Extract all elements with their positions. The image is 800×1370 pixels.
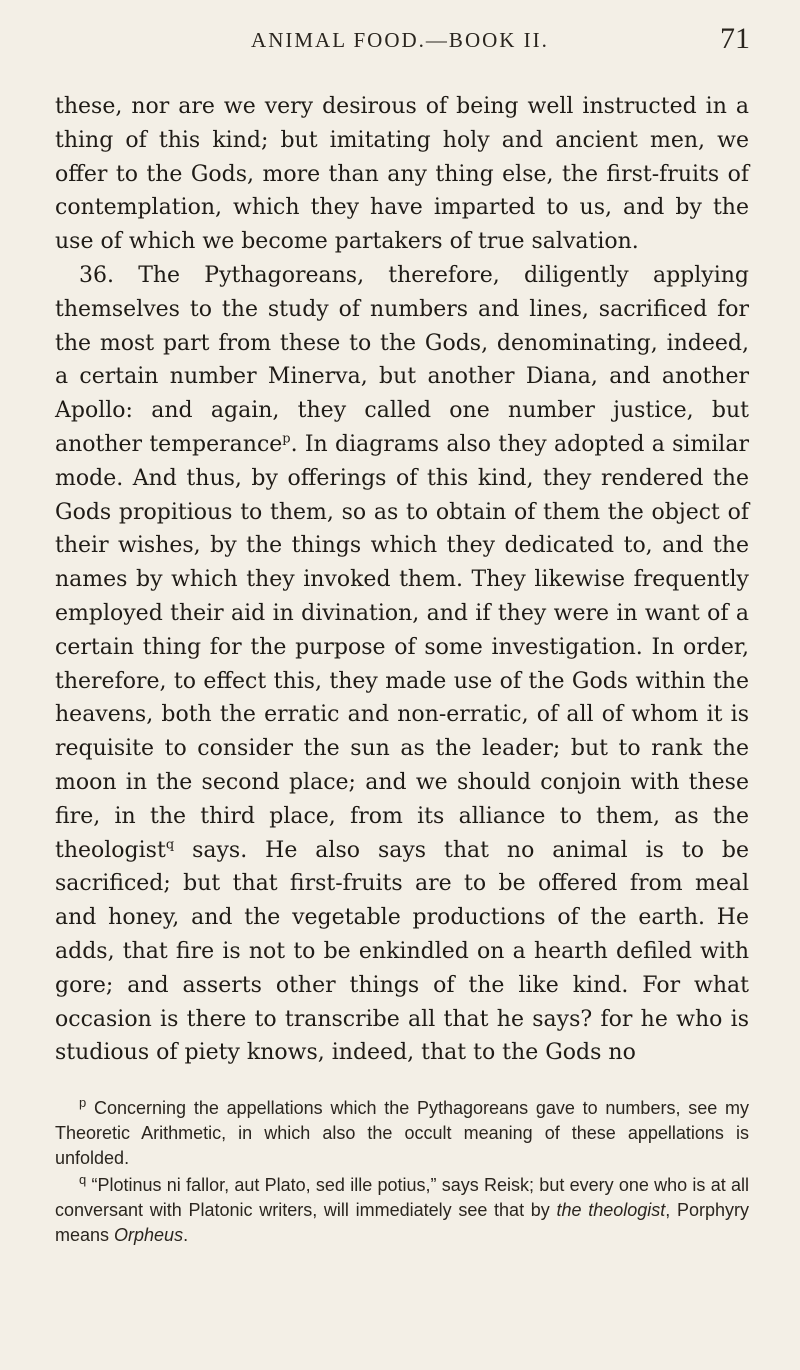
footnote-ref-q: q: [165, 837, 175, 853]
footnotes: [55, 1096, 749, 1250]
paragraph-36-part-2: . In diagrams also they adopted a similar mode. And thus, by offerings of this kind, they rendered the Gods propitious to them, so as to obtain of them the object of their wishes, by the things which they dedicated to, and the names by which they invoked them. They likewise frequently employed their aid in divination, and if they were in want of a certain thing for the purpose of some investigation. In order, therefore, to effect this, they made use of the Gods within the heavens, both the erratic and non-erratic, of all of whom it is requisite to consider the sun as the leader; but to rank the moon in the second place; and we should conjoin with these fire, in the third place, from its alliance to them, as the theologist: [55, 431, 749, 863]
paragraph-36-part-3: says. He also says that no animal is to be sacrificed; but that first-fruits are to be offered from meal and honey, and the vegetable productions of the earth. He adds, that fire is not to be enkindled on a hearth defiled with gore; and asserts other things of the like kind. For what occasion is there to transcribe all that he says? for he who is studious of piety knows, indeed, that to the Gods no: [55, 837, 749, 1066]
paragraph-36: [55, 259, 749, 1070]
footnote-q-italic-orpheus: Orpheus: [114, 1225, 184, 1245]
footnote-q-text-1: “Plotinus ni fallor, aut Plato, sed ille potius,” says Reisk; but every one who is at all conversant with Platonic writers, will immediately see that by: [55, 1175, 749, 1220]
paragraph-continuation: [55, 90, 749, 259]
paragraph-1-text: these, nor are we very desirous of being well instructed in a thing of this kind; but imitating holy and ancient men, we offer to the Gods, more than any thing else, the first-fruits of contemplation, which they have imparted to us, and by the use of which we become partakers of true salvation.: [55, 94, 749, 255]
footnote-p-marker: p: [79, 1095, 87, 1110]
footnote-p: [55, 1096, 749, 1171]
footnote-q: [55, 1173, 749, 1248]
footnote-q-text-2: , Porphyry means: [55, 1200, 750, 1245]
footnote-q-italic-theologist: the theologist: [556, 1200, 666, 1220]
footnote-p-text: Concerning the appellations which the Pythagoreans gave to numbers, see my Theoretic Arithmetic, in which also the occult meaning of these appellations is unfolded.: [55, 1098, 749, 1168]
page-number: 71: [720, 22, 750, 55]
footnote-q-marker: q: [79, 1172, 87, 1187]
page-header: [50, 22, 750, 72]
running-title: ANIMAL FOOD.—BOOK II.: [251, 28, 549, 52]
footnote-q-text-3: .: [183, 1225, 189, 1245]
body-text: [55, 90, 749, 1070]
paragraph-36-part-1: 36. The Pythagoreans, therefore, diligently applying themselves to the study of numbers and lines, sacrificed for the most part from these to the Gods, denominating, indeed, a certain number Minerva, but another Diana, and another Apollo: and again, they called one number justice, but another temperance: [55, 262, 749, 457]
footnote-ref-p: p: [282, 431, 291, 447]
